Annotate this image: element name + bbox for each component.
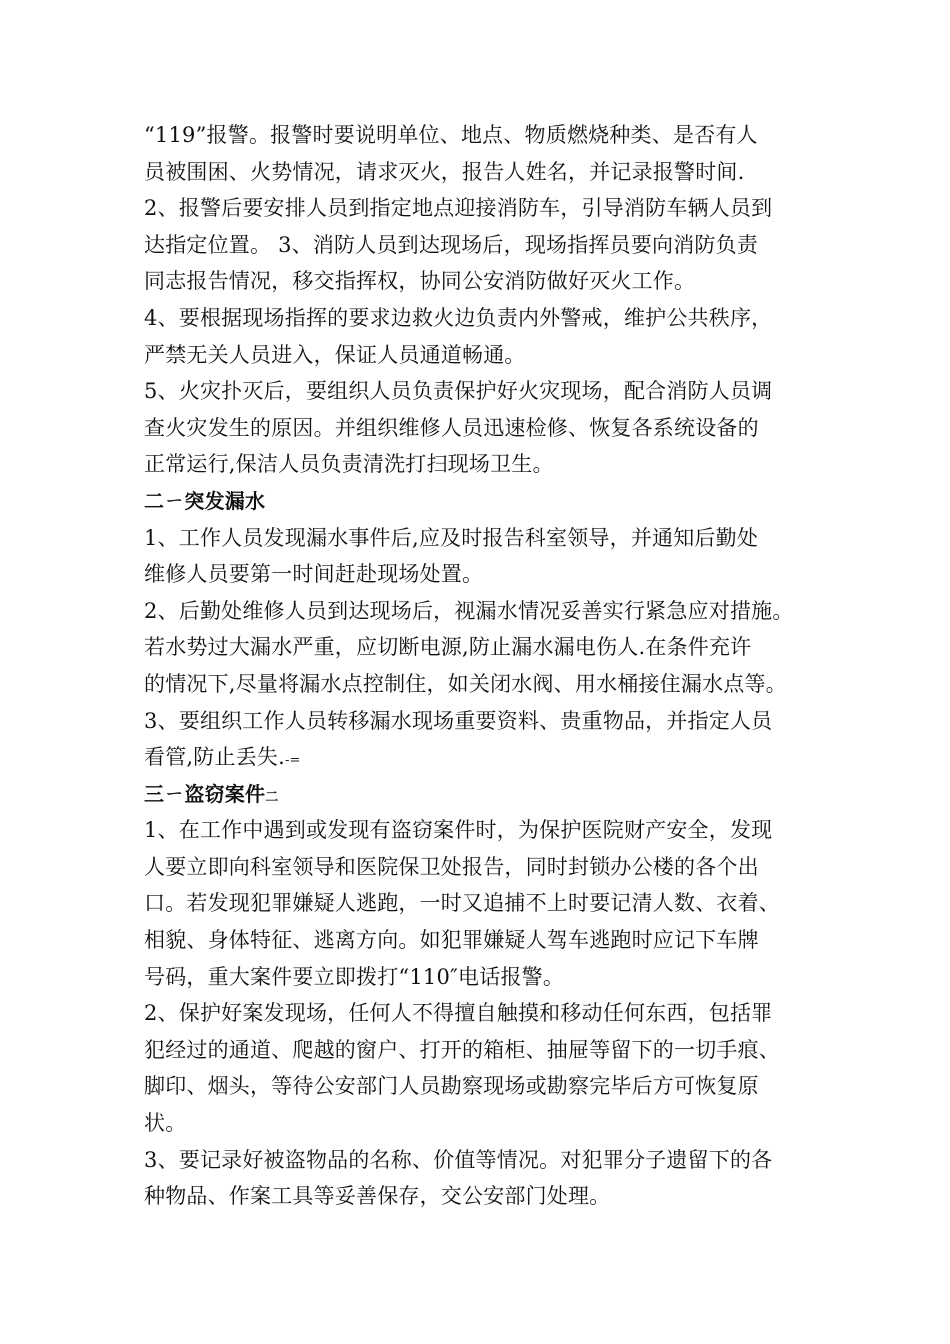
line-text: 2、后勤处维修人员到达现场后，视漏水情况妥善实行紧急应对措施。 bbox=[144, 598, 794, 623]
text-line bbox=[144, 337, 820, 374]
line-text: 正常运行,保洁人员负责清洗打扫现场卫生。 bbox=[144, 452, 554, 477]
text-line bbox=[144, 885, 820, 922]
line-text: 若水势过大漏水严重，应切断电源,防止漏水漏电伤人.在条件充许 bbox=[144, 635, 752, 660]
line-text: 状。 bbox=[144, 1111, 187, 1136]
line-text: 4、要根据现场指挥的要求边救火边负责内外警戒，维护公共秩序， bbox=[144, 305, 773, 330]
heading-text: 二ㄧ突发漏水 bbox=[144, 488, 266, 513]
line-text: 脚印、烟头，等待公安部门人员勘察现场或勘察完毕后方可恢复原 bbox=[144, 1074, 759, 1099]
text-line bbox=[144, 959, 820, 996]
line-text: 看管,防止丢失. bbox=[144, 745, 285, 770]
text-line bbox=[144, 666, 820, 703]
text-line bbox=[144, 227, 820, 264]
line-text: 2、报警后要安排人员到指定地点迎接消防车，引导消防车辆人员到 bbox=[144, 196, 773, 221]
text-line bbox=[144, 629, 820, 666]
heading-text: 三ㄧ盗窃案件 bbox=[144, 781, 266, 806]
line-text: 5、火灾扑灭后，要组织人员负责保护好火灾现场，配合消防人员调 bbox=[144, 379, 773, 404]
text-line bbox=[144, 520, 820, 557]
text-line bbox=[144, 812, 820, 849]
line-text: 1、在工作中遇到或发现有盗窃案件时，为保护医院财产安全，发现 bbox=[144, 818, 773, 843]
text-line bbox=[144, 1032, 820, 1069]
text-line bbox=[144, 154, 820, 191]
section-heading bbox=[144, 776, 820, 813]
text-line bbox=[144, 300, 820, 337]
text-line bbox=[144, 190, 820, 227]
stray-mark: 二 bbox=[265, 789, 279, 805]
document-body bbox=[144, 117, 820, 1215]
text-line bbox=[144, 922, 820, 959]
text-line bbox=[144, 410, 820, 447]
text-line bbox=[144, 556, 820, 593]
text-line bbox=[144, 1105, 820, 1142]
text-line bbox=[144, 373, 820, 410]
text-line bbox=[144, 1142, 820, 1179]
stray-mark: -= bbox=[284, 753, 301, 769]
line-text: 达指定位置。 3、消防人员到达现场后，现场指挥员要向消防负责 bbox=[144, 232, 759, 257]
text-line bbox=[144, 703, 820, 740]
text-line bbox=[144, 739, 820, 776]
text-line bbox=[144, 849, 820, 886]
line-text: 口。若发现犯罪嫌疑人逃跑，一时又追捕不上时要记清人数、衣着、 bbox=[144, 891, 780, 916]
line-text: 3、要记录好被盗物品的名称、价值等情况。对犯罪分子遗留下的各 bbox=[144, 1147, 773, 1172]
text-line bbox=[144, 117, 820, 154]
line-text: 查火灾发生的原因。并组织维修人员迅速检修、恢复各系统设备的 bbox=[144, 415, 759, 440]
line-text: 种物品、作案工具等妥善保存，交公安部门处理。 bbox=[144, 1184, 611, 1209]
line-text: 3、要组织工作人员转移漏水现场重要资料、贵重物品，并指定人员 bbox=[144, 708, 773, 733]
line-text: 维修人员要第一时间赶赴现场处置。 bbox=[144, 562, 484, 587]
line-text: 2、保护好案发现场，任何人不得擅自触摸和移动任何东西，包括罪 bbox=[144, 1001, 773, 1026]
line-text: 严禁无关人员进入，保证人员通道畅通。 bbox=[144, 342, 526, 367]
line-text: “119”报警。报警时要说明单位、地点、物质燃烧种类、是否有人 bbox=[144, 123, 758, 147]
line-text: 相貌、身体特征、逃离方向。如犯罪嫌疑人驾车逃跑时应记下车牌 bbox=[144, 928, 759, 953]
text-line bbox=[144, 446, 820, 483]
line-text: 犯经过的通道、爬越的窗户、打开的箱柜、抽屉等留下的一切手痕、 bbox=[144, 1037, 780, 1062]
line-text: 员被围困、火势情况，请求灭火，报告人姓名，并记录报警时间. bbox=[144, 159, 745, 184]
line-text: 同志报告情况，移交指挥权，协同公安消防做好灭火工作。 bbox=[144, 269, 696, 294]
text-line bbox=[144, 263, 820, 300]
text-line bbox=[144, 1068, 820, 1105]
line-text: 的情况下,尽量将漏水点控制住，如关闭水阀、用水桶接住漏水点等。 bbox=[144, 671, 787, 696]
line-text: 号码，重大案件要立即拨打“110″电话报警。 bbox=[144, 964, 565, 989]
text-line bbox=[144, 995, 820, 1032]
section-heading bbox=[144, 483, 820, 520]
text-line bbox=[144, 593, 820, 630]
text-line bbox=[144, 1178, 820, 1215]
line-text: 1、工作人员发现漏水事件后,应及时报告科室领导，并通知后勤处 bbox=[144, 525, 759, 550]
line-text: 人要立即向科室领导和医院保卫处报告，同时封锁办公楼的各个出 bbox=[144, 854, 759, 879]
